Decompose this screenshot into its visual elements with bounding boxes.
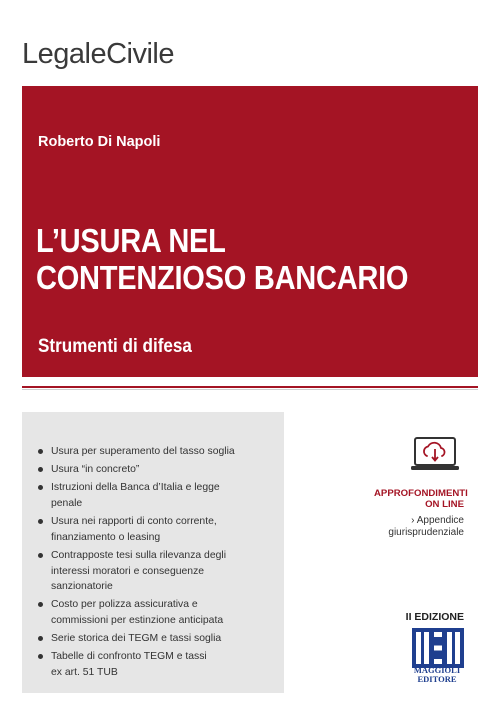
online-heading-line-1: APPROFONDIMENTI — [374, 488, 468, 499]
publisher-name-line-2: EDITORE — [417, 674, 457, 684]
contents-item-line: Usura “in concreto” — [51, 464, 140, 476]
bullet-dot-icon — [38, 553, 43, 558]
contents-item — [38, 480, 278, 511]
author-name: Roberto Di Napoli — [38, 134, 161, 150]
bullet-dot-icon — [38, 519, 43, 524]
divider-red — [22, 386, 478, 388]
maggioli-logo — [412, 628, 464, 668]
bullet-dot-icon — [38, 467, 43, 472]
contents-item-line: Usura nei rapporti di conto corrente, — [51, 516, 217, 528]
title-line-1: L’USURA NEL — [36, 222, 226, 259]
contents-item-line: sanzionatorie — [51, 581, 113, 593]
contents-item — [38, 631, 278, 647]
contents-item-line: ex art. 51 TUB — [51, 666, 118, 678]
contents-item-line: Costo per polizza assicurativa e — [51, 599, 198, 611]
contents-item — [38, 597, 278, 628]
contents-item — [38, 548, 278, 595]
contents-item-line: finanziamento o leasing — [51, 531, 161, 543]
bullet-dot-icon — [38, 485, 43, 490]
publisher-name — [408, 666, 466, 684]
divider-gray — [22, 389, 478, 390]
contents-item-line: penale — [51, 497, 83, 509]
online-heading-line-2: ON LINE — [425, 499, 464, 510]
contents-item — [38, 444, 278, 460]
online-heading — [374, 488, 468, 510]
bullet-dot-icon — [38, 636, 43, 641]
title-line-2: CONTENZIOSO BANCARIO — [36, 259, 409, 296]
book-title — [36, 222, 414, 296]
bullet-dot-icon — [38, 602, 43, 607]
online-description-line-2: giurisprudenziale — [388, 527, 464, 538]
edition-label: II EDIZIONE — [405, 611, 464, 623]
contents-item-line: Istruzioni della Banca d’Italia e legge — [51, 482, 220, 494]
online-description — [374, 515, 464, 539]
contents-item-line: Serie storica dei TEGM e tassi soglia — [51, 633, 222, 645]
contents-item — [38, 462, 278, 478]
contents-item-line: Contrapposte tesi sulla rilevanza degli — [51, 549, 227, 561]
contents-item-line: commissioni per estinzione anticipata — [51, 614, 224, 626]
contents-item — [38, 649, 278, 680]
bullet-dot-icon — [38, 654, 43, 659]
laptop-download-icon — [410, 436, 460, 476]
contents-item — [38, 514, 278, 545]
online-description-line-1: › Appendice — [411, 515, 464, 526]
publisher-name-line-1: MAGGIOLI — [413, 665, 461, 675]
contents-list — [38, 444, 278, 683]
series-name: LegaleCivile — [22, 37, 174, 70]
bullet-dot-icon — [38, 449, 43, 454]
contents-item-line: Usura per superamento del tasso soglia — [51, 446, 235, 457]
contents-item-line: Tabelle di confronto TEGM e tassi — [51, 651, 207, 663]
contents-item-line: interessi moratori e conseguenze — [51, 565, 205, 577]
book-subtitle: Strumenti di difesa — [38, 336, 192, 357]
